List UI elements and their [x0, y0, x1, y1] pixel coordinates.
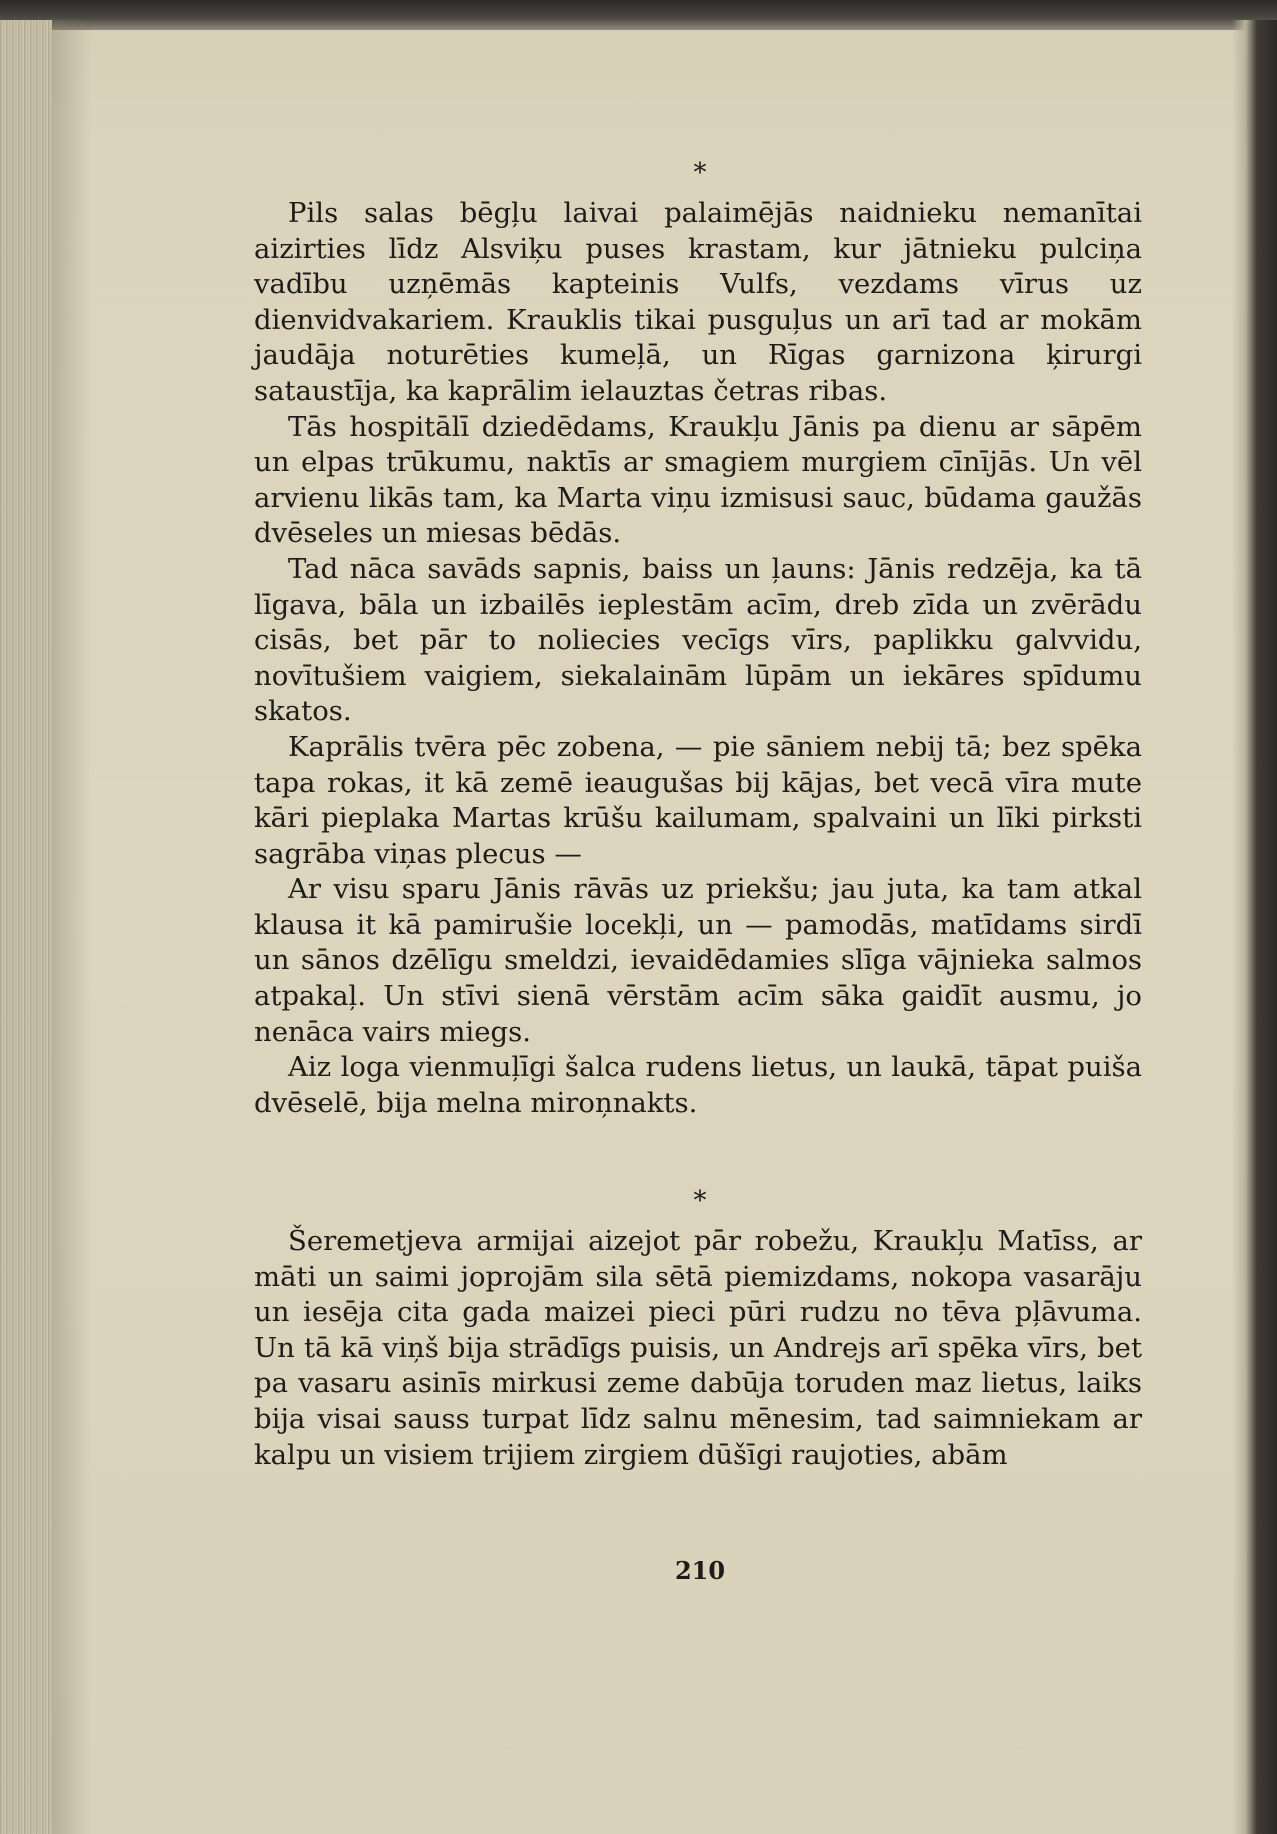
paragraph: Tad nāca savāds sapnis, baiss un ļauns: Jānis redzēja, ka tā līgava, bāla un izbailēs ieplestām acīm, dreb zīda un zvērādu cisās, bet pār to noliecies vecīgs vīrs, paplikku galvvidu, novītušiem vaigiem, siekalainām lūpām un iekāres spīdumu skatos. [254, 552, 1142, 728]
page-number: 210 [674, 1556, 726, 1585]
section-2-text [254, 1224, 1142, 1473]
binding-edge [0, 0, 1277, 30]
paragraph: Ar visu sparu Jānis rāvās uz priekšu; jau juta, ka tam atkal klausa it kā pamirušie locekļi, un — pamodās, matīdams sirdī un sānos dzēlīgu smeldzi, ievaidēdamies slīga vājnieka salmos atpakaļ. Un stīvi sienā vērstām acīm sāka gaidīt ausmu, jo nenāca vairs miegs. [254, 873, 1142, 1048]
page-stack-edge [0, 20, 52, 1834]
paragraph: Kaprālis tvēra pēc zobena, — pie sāniem nebij tā; bez spēka tapa rokas, it kā zemē ieaugušas bij kājas, bet vecā vīra mute kāri pieplaka Martas krūšu kailumam, spalvaini un līki pirksti sagrāba viņas plecus — [254, 730, 1142, 870]
section-1-text [254, 196, 1142, 1121]
paragraph: Tās hospitālī dziedēdams, Kraukļu Jānis pa dienu ar sāpēm un elpas trūkumu, naktīs ar smagiem murgiem cīnījās. Un vēl arvienu likās tam, ka Marta viņu izmisusi sauc, būdama gaužās dvēseles un miesas bēdās. [254, 410, 1142, 550]
paragraph: Aiz loga vienmuļīgi šalca rudens lietus, un laukā, tāpat puiša dvēselē, bija melna miroņnakts. [254, 1051, 1142, 1119]
section-separator: * [693, 1186, 707, 1216]
paragraph: Pils salas bēgļu laivai palaimējās naidnieku nemanītai aizirties līdz Alsviķu puses krastam, kur jātnieku pulciņa vadību uzņēmās kapteinis Vulfs, vezdams vīrus uz dienvidvakariem. Krauklis tikai pusguļus un arī tad ar mokām jaudāja noturēties kumeļā, un Rīgas garnizona ķirurgi sataustīja, ka kaprālim ielauztas četras ribas. [254, 197, 1142, 407]
page-curl-edge [1232, 20, 1277, 1834]
paragraph: Šeremetjeva armijai aizejot pār robežu, Kraukļu Matīss, ar māti un saimi joprojām sila sētā piemizdams, nokopa vasarāju un iesēja cita gada maizei pieci pūri rudzu no tēva pļāvuma. Un tā kā viņš bija strādīgs puisis, un Andrejs arī spēka vīrs, bet pa vasaru asinīs mirkusi zeme dabūja toruden maz lietus, laiks bija visai sauss turpat līdz salnu mēnesim, tad saimniekam ar kalpu un visiem trijiem zirgiem dūšīgi raujoties, abām [254, 1225, 1142, 1471]
gutter-shadow [52, 20, 92, 1834]
section-separator: * [693, 158, 707, 188]
